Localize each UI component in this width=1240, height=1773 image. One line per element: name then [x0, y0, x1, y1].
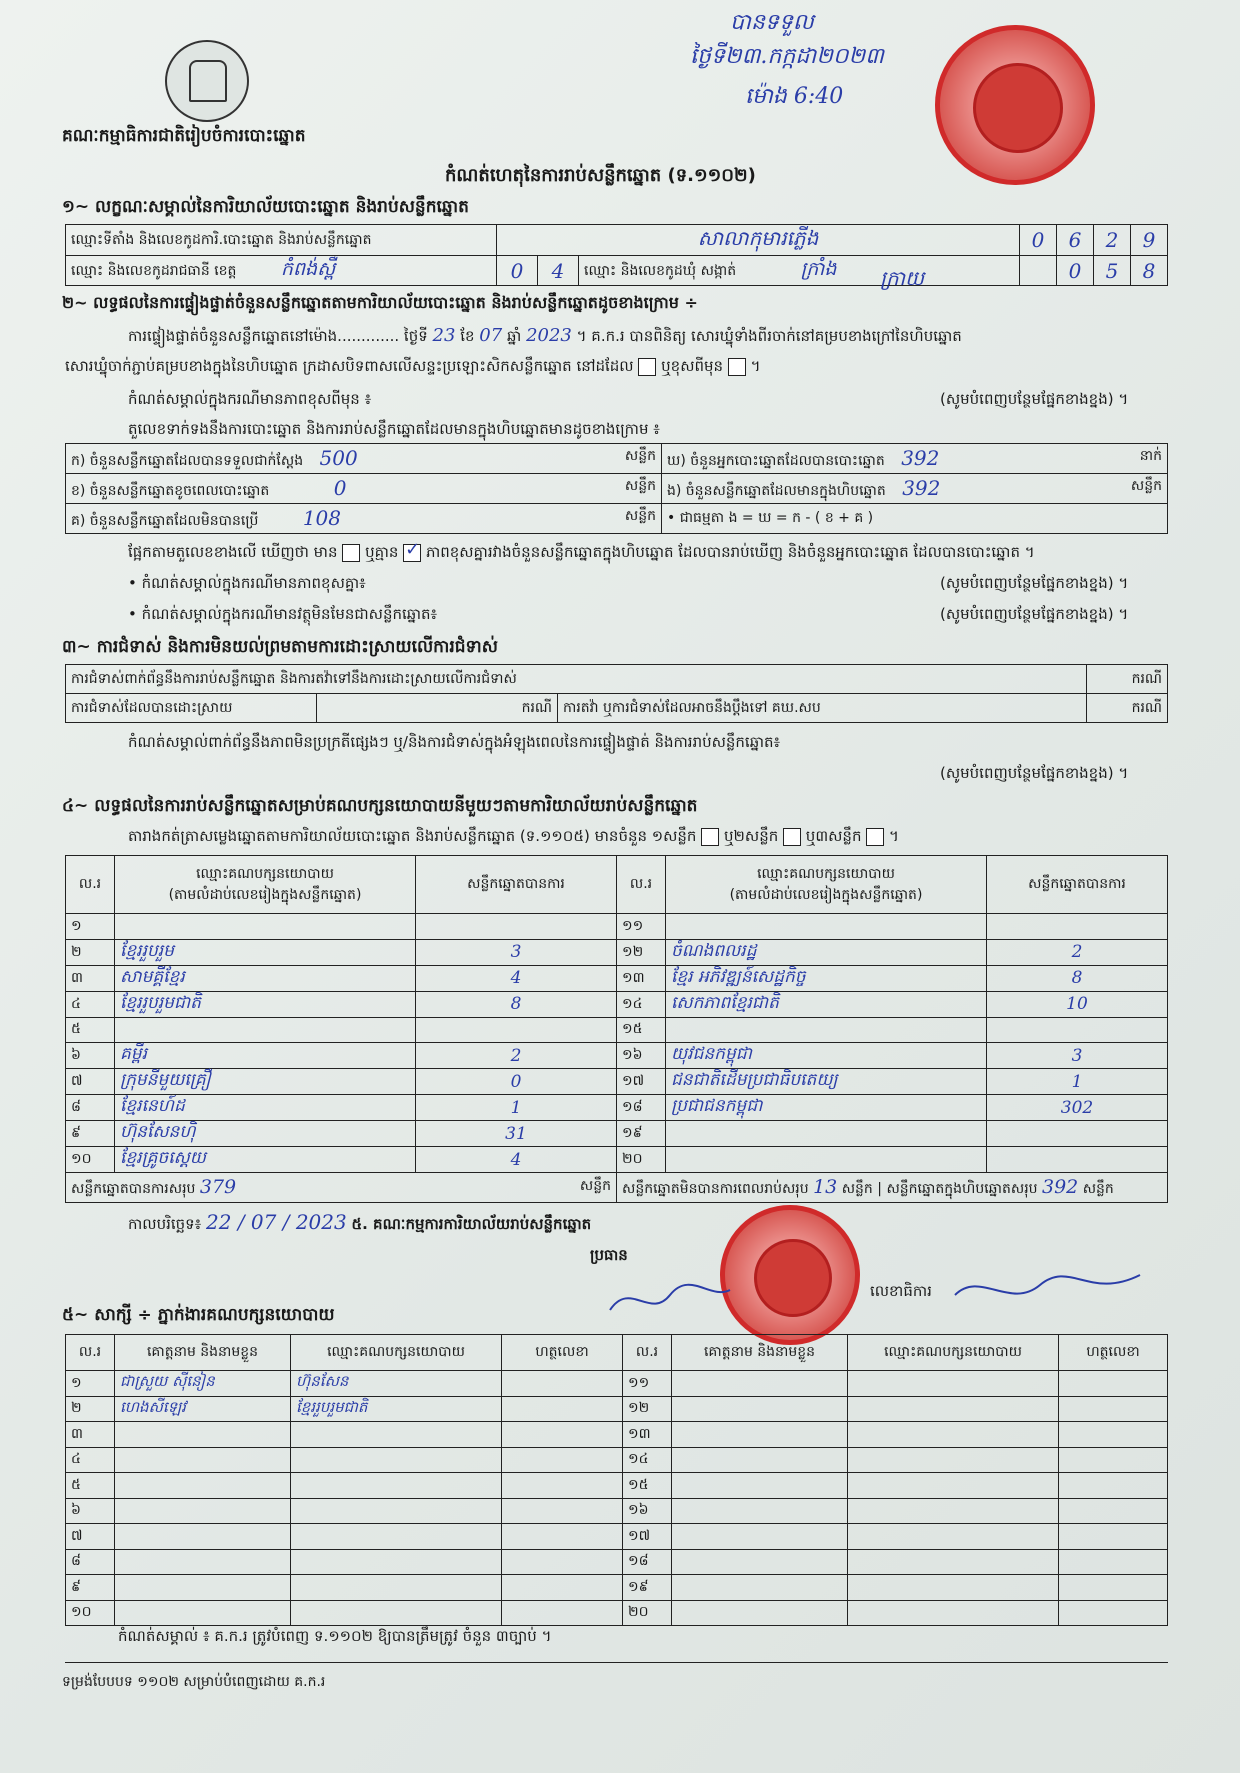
results-table: ល.រ ឈ្មោះគណបក្សនយោបាយ (តាមលំដាប់លេខរៀងក្នុងសន្លឹកឆ្នោត) សន្លឹកឆ្នោតបានការ ល.រ ឈ្មោះគណបក្សនយោបាយ (តាមលំដាប់លេខរៀងក្នុងសន្លឹកឆ្នោត) សន្លឹកឆ្នោតបានការ ១ ១១ ២ ខ្មែររួបរួម 3 ១២ ចំណងពលរដ្ឋ 2 ៣ សាមគ្គីខ្មែរ 4 ១៣ ខ្មែរ អភិវឌ្ឍន៍សេដ្ឋកិច្ច 8 ៤ ខ្មែររួបរួមជាតិ 8 ១៤ សេកភាពខ្មែរជាតិ 10 ៥ ១៥ ៦ គម្ពីរ 2 ១៦ យុវជនកម្ពុជា 3 ៧ ក្រុមនីមួយគ្រឿ 0 ១៧ ជនជាតិដើមប្រជាធិបតេយ្យ 1 ៨ ខ្មែរនេហ៍ដ 1 ១៨ ប្រជាជនកម្ពុជា 302 ៩ ហ៊ុនសែនហ៊ិ 31 ១៩ ១០ ខ្មែរគ្រូចស្តេយ 4 ២០ សន្លឹកឆ្នោតបានការសរុប 379 សន្លឹក សន្លឹកឆ្នោតមិនបានការពេលរាប់សរុប 13 សន្លឹក | សន្លឹកឆ្នោតក្នុងហិបឆ្នោតសរុប 392 សន្លឹក [65, 855, 1168, 1203]
note-mismatch-fill: (សូមបំពេញបន្ថែមផ្នែកខាងខ្នង) ។ [940, 574, 1129, 592]
witness-signature [1059, 1396, 1168, 1422]
table-row [66, 1575, 1168, 1601]
witness-no: ១៥ [623, 1473, 672, 1499]
verify-day: 23 [432, 325, 456, 346]
objection-appeal: ការតវ៉ា ឬការជំទាស់ដែលអាចនឹងប្តឹងទៅ គឃ.សប [558, 694, 1087, 723]
table-row [66, 1498, 1168, 1524]
row-d-label: ឃ) ចំនួនអ្នកបោះឆ្នោតដែលបានបោះឆ្នោត [667, 452, 885, 469]
witness-signature [502, 1549, 623, 1575]
w-col-no-right: ល.រ [623, 1335, 672, 1371]
row-e-value: 392 [902, 475, 941, 500]
party-votes: 4 [416, 1147, 617, 1173]
party-votes: 8 [987, 965, 1168, 991]
verify-month-label: ខែ [460, 327, 475, 345]
row-a-label: ក) ចំនួនសន្លឹកឆ្នោតដែលបានទទួលជាក់ស្តែង [71, 452, 304, 469]
witness-no: ៩ [66, 1575, 115, 1601]
row-no: ២០ [617, 1147, 666, 1173]
footer-note: កំណត់សម្គាល់ ៖ គ.ក.រ ត្រូវបំពេញ ទ.១១០២ ឱ្យបានត្រឹមត្រូវ ចំនួន ៣ច្បាប់ ។ [118, 1627, 552, 1645]
witness-party [291, 1473, 502, 1499]
chair-label: ប្រធាន [590, 1246, 628, 1264]
witness-signature [1059, 1575, 1168, 1601]
table-row [66, 1069, 1168, 1095]
w-col-name-right: គោត្តនាម និងនាមខ្លួន [672, 1335, 848, 1371]
row-no: ៧ [66, 1069, 115, 1095]
party-votes [987, 1017, 1168, 1043]
footer-form: ទម្រង់បែបបទ ១១០២ សម្រាប់បំពេញដោយ គ.ក.រ [62, 1674, 326, 1690]
witness-no: ១៣ [623, 1422, 672, 1448]
row-c-label: គ) ចំនួនសន្លឹកឆ្នោតដែលមិនបានប្រើ [71, 512, 259, 529]
section4-intro: តារាងកត់ត្រាសម្លេងឆ្នោតតាមការិយាល័យបោះឆ្នោត និងរាប់សន្លឹកឆ្នោត (ទ.១១០៥) មានចំនួន ១សន្លឹក [128, 827, 697, 845]
witness-no: ១៧ [623, 1524, 672, 1550]
party-name: ចំណងពលរដ្ឋ [666, 939, 987, 965]
witness-signature [502, 1524, 623, 1550]
witness-signature [502, 1371, 623, 1397]
table-row [66, 1396, 1168, 1422]
objection-case-2: ករណី [317, 694, 558, 723]
party-votes: 2 [987, 939, 1168, 965]
witness-name [672, 1498, 848, 1524]
based-text: ផ្អែកតាមតួលេខខាងលើ ឃើញថា មាន [128, 543, 338, 561]
verify-text: ការផ្ទៀងផ្ទាត់ចំនួនសន្លឹកឆ្នោតនៅម៉ោង............. ថ្ងៃទី [128, 327, 428, 345]
commune-code-3: 8 [1131, 256, 1168, 286]
col-party-left [115, 856, 416, 914]
witness-signature [502, 1422, 623, 1448]
party-name: គម្ពីរ [115, 1043, 416, 1069]
witness-signature [1059, 1498, 1168, 1524]
w-col-name-left: គោត្តនាម និងនាមខ្លួន [115, 1335, 291, 1371]
col-party-left-sub: (តាមលំដាប់លេខរៀងក្នុងសន្លឹកឆ្នោត) [168, 886, 362, 903]
party-name: ខ្មែររួបរួមជាតិ [115, 991, 416, 1017]
opt3-label: ឬ៣សន្លឹក [805, 827, 862, 845]
station-label: ឈ្មោះទីតាំង និងលេខកូដការិ.បោះឆ្នោត និងរាប់សន្លឹកឆ្នោត [66, 225, 497, 256]
witness-name [115, 1600, 291, 1626]
witness-name [115, 1575, 291, 1601]
section2-heading: ២~ លទ្ធផលនៃការផ្ទៀងផ្ទាត់ចំនួនសន្លឹកឆ្នោតតាមការិយាល័យបោះឆ្នោត និងរាប់សន្លឹកឆ្នោតដូចខាងក្រោម ÷ [62, 293, 698, 312]
row-no: ១៥ [617, 1017, 666, 1043]
witness-signature [1059, 1524, 1168, 1550]
row-a-unit: សន្លឹក [624, 447, 656, 464]
table-row [66, 1121, 1168, 1147]
party-name: ខ្មែរ អភិវឌ្ឍន៍សេដ្ឋកិច្ច [666, 965, 987, 991]
form-title: កំណត់ហេតុនៃការរាប់សន្លឹកឆ្នោត (ទ.១១០២) [445, 165, 756, 186]
witness-party: ហ៊ុនសែន [291, 1371, 502, 1397]
witness-name [672, 1524, 848, 1550]
party-votes: 31 [416, 1121, 617, 1147]
one-sheet-checkbox[interactable] [701, 828, 719, 846]
witness-party [848, 1422, 1059, 1448]
row-no: ១ [66, 914, 115, 940]
opt2-label: ឬ២សន្លឹក [724, 827, 779, 845]
party-name: ក្រុមនីមួយគ្រឿ [115, 1069, 416, 1095]
witness-party [291, 1498, 502, 1524]
total-box: 392 [1041, 1175, 1079, 1198]
section3-heading: ៣~ ការជំទាស់ និងការមិនយល់ព្រមតាមការដោះស្រាយលើការជំទាស់ [62, 637, 498, 657]
verify-year: 2023 [526, 325, 572, 346]
total-invalid: 13 [813, 1175, 838, 1198]
witness-name [672, 1600, 848, 1626]
based-line [128, 538, 1035, 565]
witness-name [672, 1371, 848, 1397]
received-date: ថ្ងៃទី២៣.កក្កដា២០២៣ [690, 44, 884, 69]
col-no-left: ល.រ [66, 856, 115, 914]
table-row [66, 965, 1168, 991]
total-invalid-unit: សន្លឹក [841, 1180, 873, 1197]
committee-logo [165, 40, 249, 122]
verify-line [128, 325, 962, 349]
station-code-2: 6 [1057, 225, 1094, 256]
row-no: ១៣ [617, 965, 666, 991]
section3-note: កំណត់សម្គាល់ពាក់ព័ន្ធនឹងភាពមិនប្រក្រតីផ្សេងៗ ឬ/និងការជំទាស់ក្នុងអំឡុងពេលនៃការផ្ទៀងផ្ទាត់ និងការរាប់សន្លឹកឆ្នោត៖ [128, 733, 781, 751]
witness-signature [502, 1600, 623, 1626]
footer-divider [65, 1662, 1168, 1663]
party-votes [987, 1147, 1168, 1173]
received-stamp-text: បានទទួល [730, 10, 814, 35]
note-diff: កំណត់សម្គាល់ក្នុងករណីមានភាពខុសពីមុន ៖ [128, 390, 372, 408]
table-row [66, 1524, 1168, 1550]
party-name [115, 1017, 416, 1043]
note-object-fill: (សូមបំពេញបន្ថែមផ្នែកខាងខ្នង) ។ [940, 605, 1129, 623]
witness-signature [502, 1498, 623, 1524]
witness-no: ១ [66, 1371, 115, 1397]
party-name [666, 1147, 987, 1173]
note-mismatch: • កំណត់សម្គាល់ក្នុងករណីមានភាពខុសគ្នា៖ [128, 574, 366, 592]
party-name: យុវជនកម្ពុជា [666, 1043, 987, 1069]
row-no: ៨ [66, 1095, 115, 1121]
table-row [66, 1549, 1168, 1575]
witness-party [291, 1422, 502, 1448]
witness-name [115, 1447, 291, 1473]
party-votes: 8 [416, 991, 617, 1017]
witness-party [291, 1575, 502, 1601]
witness-party [848, 1371, 1059, 1397]
total-valid: 379 [199, 1175, 237, 1198]
witness-no: ២០ [623, 1600, 672, 1626]
commune-label: ឈ្មោះ និងលេខកូដឃុំ សង្កាត់ [584, 262, 737, 279]
witness-name: ជាស្រួយ ស៊ីនៀន [115, 1371, 291, 1397]
table-row [66, 1095, 1168, 1121]
party-votes: 3 [416, 939, 617, 965]
objection-case-3: ករណី [1087, 694, 1168, 723]
note-diff-fill: (សូមបំពេញបន្ថែមផ្នែកខាងខ្នង) ។ [940, 390, 1129, 408]
witness-signature [502, 1447, 623, 1473]
row-no: ២ [66, 939, 115, 965]
witness-name [672, 1575, 848, 1601]
row-no: ១៤ [617, 991, 666, 1017]
witness-name [672, 1549, 848, 1575]
witness-party [848, 1396, 1059, 1422]
witness-name [115, 1524, 291, 1550]
witness-no: ១២ [623, 1396, 672, 1422]
witness-signature [1059, 1549, 1168, 1575]
witness-party [848, 1575, 1059, 1601]
station-code-4: 9 [1131, 225, 1168, 256]
row-c-value: 108 [302, 505, 342, 530]
party-name [115, 914, 416, 940]
table-row [66, 1422, 1168, 1448]
row-no: ១៧ [617, 1069, 666, 1095]
commune-code-2: 5 [1094, 256, 1131, 286]
closing-committee: ៥. គណៈកម្មការការិយាល័យរាប់សន្លឹកឆ្នោត [351, 1215, 592, 1233]
table-row [66, 1600, 1168, 1626]
witness-signature [1059, 1473, 1168, 1499]
row-no: ៩ [66, 1121, 115, 1147]
verify-year-label: ឆ្នាំ [506, 327, 522, 345]
witness-name [672, 1396, 848, 1422]
table-row [66, 1473, 1168, 1499]
row-no: ១៩ [617, 1121, 666, 1147]
witness-party [291, 1549, 502, 1575]
section5-heading: ៥~ សាក្សី ÷ ភ្នាក់ងារគណបក្សនយោបាយ [62, 1305, 335, 1325]
verify-tail: ។ គ.ក.រ បានពិនិត្យ សោរឃ្នុំទាំងពីរចាក់នៅគម្របខាងក្រៅនៃហិបឆ្នោត [576, 327, 962, 345]
three-sheet-checkbox[interactable] [866, 828, 884, 846]
witness-no: ៧ [66, 1524, 115, 1550]
province-code-1: 0 [497, 256, 538, 286]
witness-party [848, 1549, 1059, 1575]
party-votes: 2 [416, 1043, 617, 1069]
party-name: សេកភាពខ្មែរជាតិ [666, 991, 987, 1017]
witness-signature [502, 1575, 623, 1601]
party-votes: 302 [987, 1095, 1168, 1121]
party-name: សាមគ្គីខ្មែរ [115, 965, 416, 991]
total-box-unit: សន្លឹក [1082, 1180, 1114, 1197]
witness-name [115, 1498, 291, 1524]
table-row [66, 914, 1168, 940]
section4-intro-line: តារាងកត់ត្រាសម្លេងឆ្នោតតាមការិយាល័យបោះឆ្នោត និងរាប់សន្លឹកឆ្នោត (ទ.១១០៥) មានចំនួន ១សន្លឹក ឬ២សន្លឹក ឬ៣សន្លឹក ។ [128, 827, 899, 845]
secretary-signature [950, 1265, 1150, 1315]
committee-name: គណៈកម្មាធិការជាតិរៀបចំការបោះឆ្នោត [62, 126, 306, 146]
table-row [66, 1147, 1168, 1173]
seal-line: សោរឃ្នុំចាក់ភ្ជាប់គម្របខាងក្នុងនៃហិបឆ្នោត ក្រដាសបិទពាសលើសន្ទះប្រឡោះសិកសន្លឹកឆ្នោត នៅដដែល ឬខុសពីមុន ។ [65, 357, 761, 375]
w-col-no-left: ល.រ [66, 1335, 115, 1371]
party-votes: 1 [416, 1095, 617, 1121]
total-invalid-label: សន្លឹកឆ្នោតមិនបានការពេលរាប់សរុប [622, 1180, 809, 1197]
station-name: សាលាកុមារភ្លើង [497, 225, 1020, 256]
witness-signature [1059, 1600, 1168, 1626]
station-code-1: 0 [1020, 225, 1057, 256]
closing-label: កាលបរិច្ឆេទ៖ [128, 1215, 202, 1233]
station-code-3: 2 [1094, 225, 1131, 256]
party-votes: 3 [987, 1043, 1168, 1069]
witness-no: ១៦ [623, 1498, 672, 1524]
col-no-right: ល.រ [617, 856, 666, 914]
row-no: ៤ [66, 991, 115, 1017]
witness-no: ៤ [66, 1447, 115, 1473]
total-valid-unit: សន្លឹក [579, 1177, 611, 1194]
row-b-value: 0 [333, 475, 347, 500]
witness-signature [1059, 1422, 1168, 1448]
secretary-label: លេខាធិការ [870, 1282, 932, 1300]
party-name [666, 914, 987, 940]
party-votes: 0 [416, 1069, 617, 1095]
witness-no: ១៤ [623, 1447, 672, 1473]
count-table [65, 443, 1168, 534]
no-diff-checkbox[interactable]: ✓ [405, 538, 421, 560]
party-votes: 10 [987, 991, 1168, 1017]
table-row [66, 1371, 1168, 1397]
witness-party [848, 1447, 1059, 1473]
table-row [66, 939, 1168, 965]
w-col-sign-right: ហត្ថលេខា [1059, 1335, 1168, 1371]
witness-party [848, 1498, 1059, 1524]
col-party-right-title: ឈ្មោះគណបក្សនយោបាយ [757, 865, 895, 882]
objection-resolved: ការជំទាស់ដែលបានដោះស្រាយ [66, 694, 317, 723]
witness-no: ៥ [66, 1473, 115, 1499]
row-no: ៣ [66, 965, 115, 991]
official-stamp-bottom [720, 1205, 860, 1345]
section4-heading: ៤~ លទ្ធផលនៃការរាប់សន្លឹកឆ្នោតសម្រាប់គណបក្សនយោបាយនីមួយៗតាមការិយាល័យរាប់សន្លឹកឆ្នោត [62, 796, 698, 816]
witness-party [848, 1473, 1059, 1499]
commune-code-1: 0 [1057, 256, 1094, 286]
section1-heading: ១~ លក្ខណៈសម្គាល់នៃការិយាល័យបោះឆ្នោត និងរាប់សន្លឹកឆ្នោត [62, 197, 469, 217]
col-votes-right: សន្លឹកឆ្នោតបានការ [987, 856, 1168, 914]
witness-party [291, 1600, 502, 1626]
row-d-unit: នាក់ [1139, 447, 1162, 464]
closing-line [128, 1210, 591, 1237]
witness-no: ៨ [66, 1549, 115, 1575]
table-row [66, 1447, 1168, 1473]
formula: • ជាធម្មតា ង = ឃ = ក - ( ខ + គ ) [662, 504, 1168, 534]
party-votes [987, 914, 1168, 940]
based-tail: ភាពខុសគ្នារវាងចំនួនសន្លឹកឆ្នោតក្នុងហិបឆ្នោត ដែលបានរាប់ឃើញ និងចំនួនអ្នកបោះឆ្នោត ដែលបានបោះឆ្នោត ។ [425, 543, 1035, 561]
witness-name [672, 1473, 848, 1499]
witness-no: ២ [66, 1396, 115, 1422]
count-intro: តួលេខទាក់ទងនឹងការបោះឆ្នោត និងការរាប់សន្លឹកឆ្នោតដែលមានក្នុងហិបឆ្នោតមានដូចខាងក្រោម ៖ [128, 420, 660, 438]
witness-party [291, 1447, 502, 1473]
col-party-right [666, 856, 987, 914]
witness-no: ៣ [66, 1422, 115, 1448]
province-label: ឈ្មោះ និងលេខកូដរាជធានី ខេត្ត [71, 262, 237, 279]
note-object: • កំណត់សម្គាល់ក្នុងករណីមានវត្ថុមិនមែនជាសន្លឹកឆ្នោត៖ [128, 605, 438, 623]
seal-text: សោរឃ្នុំចាក់ភ្ជាប់គម្របខាងក្នុងនៃហិបឆ្នោត ក្រដាសបិទពាសលើសន្ទះប្រឡោះសិកសន្លឹកឆ្នោត នៅដដែល [65, 357, 634, 375]
party-name: ប្រជាជនកម្ពុជា [666, 1095, 987, 1121]
total-box-label: សន្លឹកឆ្នោតក្នុងហិបឆ្នោតសរុប [886, 1180, 1038, 1197]
witness-signature [1059, 1447, 1168, 1473]
row-c-unit: សន្លឹក [624, 507, 656, 524]
party-name: ខ្មែរនេហ៍ដ [115, 1095, 416, 1121]
verify-month: 07 [479, 325, 503, 346]
witness-name [115, 1473, 291, 1499]
row-no: ៥ [66, 1017, 115, 1043]
party-votes: 1 [987, 1069, 1168, 1095]
total-valid-label: សន្លឹកឆ្នោតបានការសរុប [71, 1180, 196, 1197]
table-row [66, 1017, 1168, 1043]
closing-date: 22 / 07 / 2023 [206, 1210, 347, 1234]
unchanged-checkbox[interactable] [638, 358, 656, 376]
row-b-label: ខ) ចំនួនសន្លឹកឆ្នោតខូចពេលបោះឆ្នោត [71, 482, 270, 499]
witness-no: ១០ [66, 1600, 115, 1626]
w-col-sign-left: ហត្ថលេខា [502, 1335, 623, 1371]
received-time: ម៉ោង 6:40 [745, 84, 844, 109]
row-no: ១១ [617, 914, 666, 940]
or-diff-label: ឬខុសពីមុន [661, 357, 724, 375]
row-e-label: ង) ចំនួនសន្លឹកឆ្នោតដែលមានក្នុងហិបឆ្នោត [667, 482, 886, 499]
witness-no: ៦ [66, 1498, 115, 1524]
witness-party: ខ្មែររួបរួមជាតិ [291, 1396, 502, 1422]
party-votes [416, 1017, 617, 1043]
witness-party [848, 1600, 1059, 1626]
table-row [66, 991, 1168, 1017]
witness-party [848, 1524, 1059, 1550]
row-no: ១៦ [617, 1043, 666, 1069]
row-d-value: 392 [901, 445, 940, 470]
party-name: ខ្មែររួបរួម [115, 939, 416, 965]
province-name: កំពង់ស្ពឺ [280, 257, 336, 280]
row-e-unit: សន្លឹក [1130, 477, 1162, 494]
diff-checkbox[interactable] [728, 358, 746, 376]
col-votes-left: សន្លឹកឆ្នោតបានការ [416, 856, 617, 914]
witness-name [672, 1422, 848, 1448]
row-no: ៦ [66, 1043, 115, 1069]
table-row [66, 1043, 1168, 1069]
witness-signature [502, 1396, 623, 1422]
party-votes: 4 [416, 965, 617, 991]
witness-signature [502, 1473, 623, 1499]
has-diff-checkbox[interactable] [342, 544, 360, 562]
witness-name [672, 1447, 848, 1473]
party-name: ហ៊ុនសែនហ៊ិ [115, 1121, 416, 1147]
party-name [666, 1121, 987, 1147]
section2-annotation: ក្រាយ [880, 266, 925, 290]
objection-case-1: ករណី [1087, 665, 1168, 694]
commune-name: ក្រាំង [800, 257, 837, 280]
witness-no: ១១ [623, 1371, 672, 1397]
party-votes [987, 1121, 1168, 1147]
objection-row1: ការជំទាស់ពាក់ព័ន្ធនឹងការរាប់សន្លឹកឆ្នោត និងការតវ៉ាទៅនឹងការដោះស្រាយលើការជំទាស់ [66, 665, 1087, 694]
party-name [666, 1017, 987, 1043]
witness-no: ១៨ [623, 1549, 672, 1575]
witness-table [65, 1334, 1168, 1626]
chair-signature [600, 1270, 740, 1330]
witness-no: ១៩ [623, 1575, 672, 1601]
witness-name [115, 1422, 291, 1448]
col-party-left-title: ឈ្មោះគណបក្សនយោបាយ [196, 865, 334, 882]
two-sheet-checkbox[interactable] [783, 828, 801, 846]
witness-name [115, 1549, 291, 1575]
party-name: ជនជាតិដើមប្រជាធិបតេយ្យ [666, 1069, 987, 1095]
witness-party [291, 1524, 502, 1550]
witness-name: ហេងសីឡេវ [115, 1396, 291, 1422]
province-code-2: 4 [538, 256, 579, 286]
objection-table [65, 664, 1168, 723]
witness-signature [1059, 1371, 1168, 1397]
col-party-right-sub: (តាមលំដាប់លេខរៀងក្នុងសន្លឹកឆ្នោត) [729, 886, 923, 903]
row-a-value: 500 [319, 445, 358, 470]
w-col-party-left: ឈ្មោះគណបក្សនយោបាយ [291, 1335, 502, 1371]
or-none-label: ឬគ្មាន [365, 543, 399, 561]
party-name: ខ្មែរគ្រូចស្តេយ [115, 1147, 416, 1173]
section3-note-fill: (សូមបំពេញបន្ថែមផ្នែកខាងខ្នង) ។ [940, 764, 1129, 782]
station-table [65, 224, 1168, 286]
row-no: ១៨ [617, 1095, 666, 1121]
party-votes [416, 914, 617, 940]
row-b-unit: សន្លឹក [624, 477, 656, 494]
row-no: ១០ [66, 1147, 115, 1173]
row-no: ១២ [617, 939, 666, 965]
w-col-party-right: ឈ្មោះគណបក្សនយោបាយ [848, 1335, 1059, 1371]
official-stamp-top [935, 25, 1095, 185]
